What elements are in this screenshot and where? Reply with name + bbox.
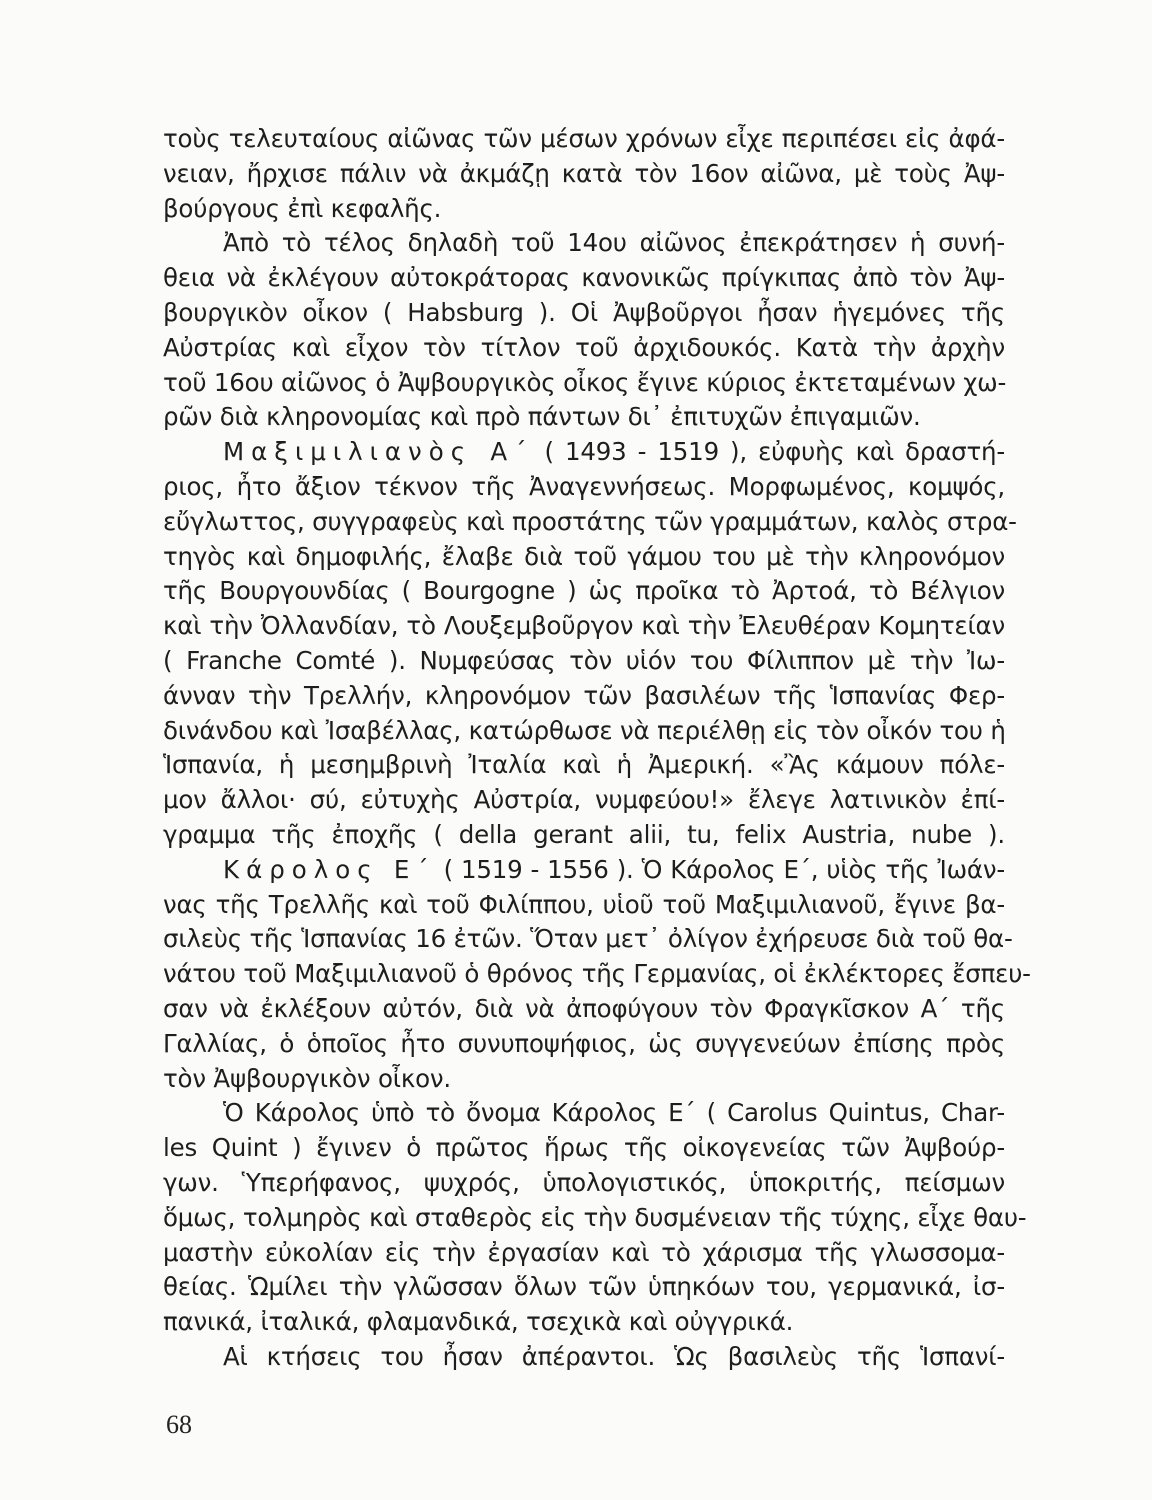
paragraph	[163, 226, 1005, 435]
text-line: τοῦ 16ου αἰῶνος ὁ Ἀψβουργικὸς οἶκος ἔγινε κύριος ἐκτεταμένων χω-	[163, 367, 1007, 397]
spaced-name-charles: Κάρολος Ε΄	[223, 854, 436, 884]
paragraph-charles	[163, 853, 1031, 1097]
text-line: γραμμα τῆς ἐποχῆς ( della gerant alii, tu, felix Austria, nube ).	[163, 819, 1005, 849]
text-line: νειαν, ἤρχισε πάλιν νὰ ἀκμάζῃ κατὰ τὸν 16ον αἰῶνα, μὲ τοὺς Ἀψ-	[163, 158, 1005, 188]
text-line	[163, 435, 1005, 470]
text-line	[163, 853, 1005, 888]
text-line: πανικά, ἰταλικά, φλαμανδικά, τσεχικὰ καὶ οὐγγρικά.	[163, 1307, 794, 1337]
text-line: νας τῆς Τρελλῆς καὶ τοῦ Φιλίππου, υἱοῦ τοῦ Μαξιμιλιανοῦ, ἔγινε βα-	[163, 889, 1005, 919]
text-line: τοὺς τελευταίους αἰῶνας τῶν μέσων χρόνων εἶχε περιπέσει εἰς ἀφά-	[163, 124, 1005, 153]
text-line: τῆς Βουργουνδίας ( Bourgogne ) ὡς προῖκα τὸ Ἀρτοά, τὸ Βέλγιον	[163, 576, 1005, 606]
text-line: ρῶν διὰ κληρονομίας καὶ πρὸ πάντων δι᾽ ἐπιτυχῶν ἐπιγαμιῶν.	[163, 402, 921, 432]
text-line: θεια νὰ ἐκλέγουν αὐτοκράτορας κανονικῶς πρίγκιπας ἀπὸ τὸν Ἀψ-	[163, 263, 1005, 293]
text-line: σαν νὰ ἐκλέξουν αὐτόν, διὰ νὰ ἀποφύγουν τὸν Φραγκῖσκον Α΄ τῆς	[163, 993, 1005, 1023]
text-line: Ὁ Κάρολος ὑπὸ τὸ ὄνομα Κάρολος Ε΄ ( Carolus Quintus, Char-	[223, 1098, 1005, 1128]
text-line: βουργικὸν οἶκον ( Habsburg ). Οἱ Ἀψβοῦργοι ἦσαν ἡγεμόνες τῆς	[163, 297, 1005, 327]
text-line: Αἱ κτήσεις του ἦσαν ἀπέραντοι. Ὡς βασιλεὺς τῆς Ἱσπανί-	[223, 1341, 1005, 1371]
text-line: σιλεὺς τῆς Ἱσπανίας 16 ἐτῶν. Ὅταν μετ᾽ ὀλίγον ἐχήρευσε διὰ τοῦ θα-	[163, 924, 1013, 954]
text-line: les Quint ) ἔγινεν ὁ πρῶτος ἥρως τῆς οἰκογενείας τῶν Ἀψβούρ-	[163, 1133, 1005, 1163]
page-body	[163, 122, 1031, 1375]
paragraph	[163, 122, 1005, 226]
text-line: γων. Ὑπερήφανος, ψυχρός, ὑπολογιστικός, ὑποκριτής, πείσμων	[163, 1167, 1005, 1197]
spaced-name-maximilian: Μαξιμιλιανὸς Α΄	[223, 437, 534, 467]
page-number: 68	[166, 1410, 192, 1439]
text-line: νάτου τοῦ Μαξιμιλιανοῦ ὁ θρόνος τῆς Γερμανίας, οἱ ἐκλέκτορες ἔσπευ-	[163, 959, 1031, 989]
text-line: Αὐστρίας καὶ εἶχον τὸν τίτλον τοῦ ἀρχιδουκός. Κατὰ τὴν ἀρχὴν	[163, 332, 1005, 362]
text-line: άνναν τὴν Τρελλήν, κληρονόμον τῶν βασιλέων τῆς Ἱσπανίας Φερ-	[163, 680, 1005, 710]
text-line: Γαλλίας, ὁ ὁποῖος ἦτο συνυποψήφιος, ὡς συγγενεύων ἐπίσης πρὸς	[163, 1028, 1005, 1058]
text-line: καὶ τὴν Ὀλλανδίαν, τὸ Λουξεμβοῦργον καὶ τὴν Ἐλευθέραν Κομητείαν	[163, 611, 1005, 641]
text-line-rest: ( 1519 - 1556 ). Ὁ Κάρολος Ε΄, υἱὸς τῆς Ἰωάν-	[443, 854, 1005, 884]
text-line: τηγὸς καὶ δημοφιλής, ἔλαβε διὰ τοῦ γάμου του μὲ τὴν κληρονόμον	[163, 541, 1005, 571]
text-line: μον ἄλλοι· σύ, εὐτυχὴς Αὐστρία, νυμφεύου!» ἔλεγε λατινικὸν ἐπί-	[163, 785, 1005, 815]
text-line: ὅμως, τολμηρὸς καὶ σταθερὸς εἰς τὴν δυσμένειαν τῆς τύχης, εἶχε θαυ-	[163, 1202, 1027, 1232]
paragraph	[163, 1340, 1005, 1375]
text-line: Ἀπὸ τὸ τέλος δηλαδὴ τοῦ 14ου αἰῶνος ἐπεκράτησεν ἡ συνή-	[223, 228, 1005, 258]
text-line: εὔγλωττος, συγγραφεὺς καὶ προστάτης τῶν γραμμάτων, καλὸς στρα-	[163, 506, 1017, 536]
text-line: ριος, ἦτο ἄξιον τέκνον τῆς Ἀναγεννήσεως. Μορφωμένος, κομψός,	[163, 471, 1005, 501]
text-line: τὸν Ἀψβουργικὸν οἶκον.	[163, 1063, 451, 1093]
paragraph	[163, 1096, 1027, 1340]
text-line: βούργους ἐπὶ κεφαλῆς.	[163, 193, 442, 223]
text-line: μαστὴν εὐκολίαν εἰς τὴν ἐργασίαν καὶ τὸ χάρισμα τῆς γλωσσομα-	[163, 1237, 1005, 1267]
text-line: θείας. Ὡμίλει τὴν γλῶσσαν ὅλων τῶν ὑπηκόων του, γερμανικά, ἰσ-	[163, 1272, 1005, 1302]
text-line-rest: ( 1493 - 1519 ), εὐφυὴς καὶ δραστή-	[544, 437, 1005, 467]
text-line: Ἱσπανία, ἡ μεσημβρινὴ Ἰταλία καὶ ἡ Ἀμερική. «Ἂς κάμουν πόλε-	[163, 750, 1005, 780]
text-line: δινάνδου καὶ Ἰσαβέλλας, κατώρθωσε νὰ περιέλθῃ εἰς τὸν οἶκόν του ἡ	[163, 715, 1006, 745]
paragraph-maximilian	[163, 435, 1017, 853]
text-line: ( Franche Comté ). Νυμφεύσας τὸν υἱόν του Φίλιππον μὲ τὴν Ἰω-	[163, 645, 1005, 675]
